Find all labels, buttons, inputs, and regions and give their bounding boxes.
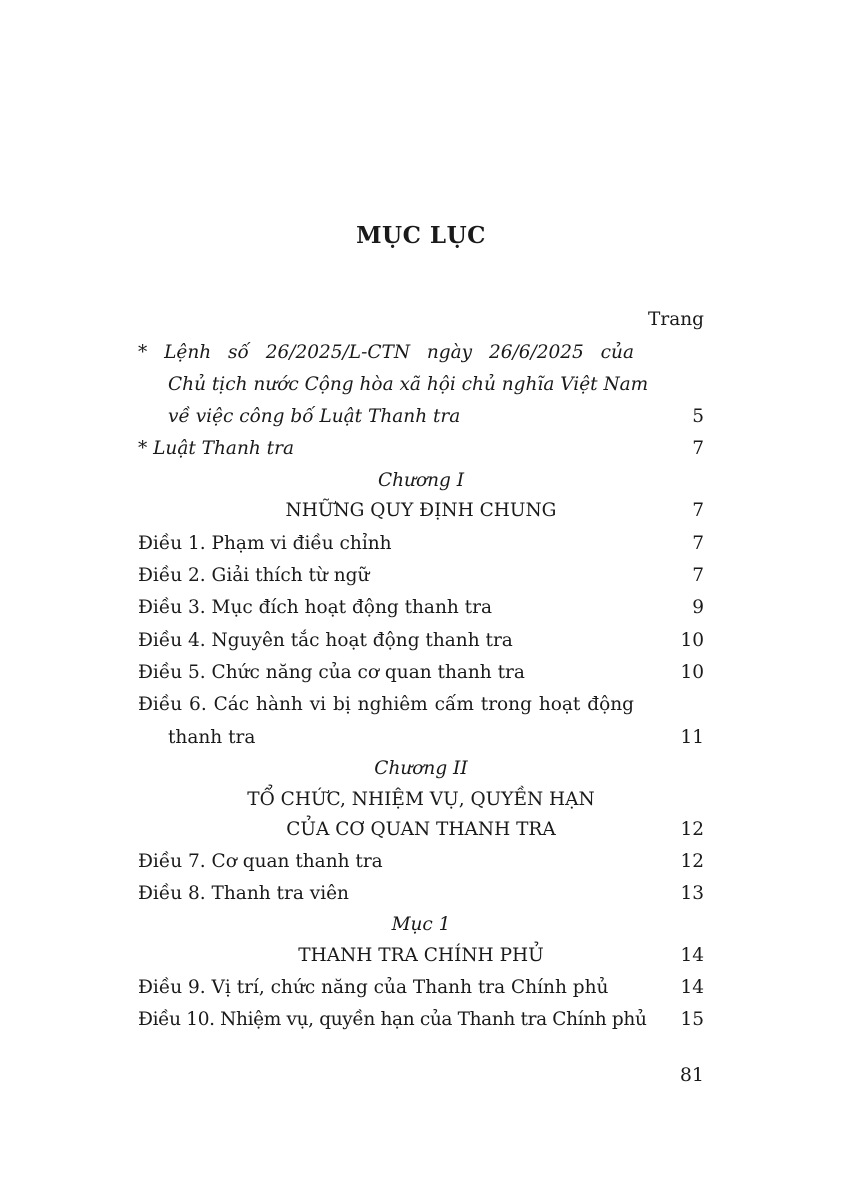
toc-entry-text: về việc công bố Luật Thanh tra [168,406,461,427]
toc-entry-lenh-line3 [138,401,704,433]
toc-entry-dieu-9 [138,972,704,1004]
toc-page-number: 11 [680,727,704,748]
toc-entry-text: Điều 7. Cơ quan thanh tra [138,851,383,872]
section-title: THANH TRA CHÍNH PHỦ [298,945,544,966]
section-1-title-row [138,940,704,972]
toc-page-number: 10 [680,662,704,683]
toc-entry-text: * Lệnh số 26/2025/L-CTN ngày 26/6/2025 của [138,342,634,363]
toc-page-number: 12 [680,851,704,872]
chapter-2-title-line1 [138,784,704,816]
page-column-header-row [138,304,704,336]
toc-entry-text: * Luật Thanh tra [138,438,294,459]
chapter-2-label [138,753,704,785]
toc-page-number: 13 [680,883,704,904]
toc-page-number: 14 [680,945,704,966]
toc-page-number: 15 [680,1009,704,1030]
toc-entry-text: Điều 5. Chức năng của cơ quan thanh tra [138,662,525,683]
chapter-title: CỦA CƠ QUAN THANH TRA [286,819,556,840]
chapter-1-title-row [138,495,704,527]
toc-page-number: 12 [680,819,704,840]
toc-entry-text: Điều 2. Giải thích từ ngữ [138,565,370,586]
toc-page-number: 14 [680,977,704,998]
section-label: Mục 1 [391,914,451,935]
chapter-2-title-line2 [138,814,704,846]
toc-entry-text: Điều 8. Thanh tra viên [138,883,349,904]
toc-entry-text: Điều 10. Nhiệm vụ, quyền hạn của Thanh tra Chính phủ [138,1009,647,1030]
toc-entry-dieu-1 [138,528,704,560]
section-1-label [138,909,704,941]
chapter-label: Chương II [374,758,468,779]
toc-entry-dieu-6-line2 [138,722,704,754]
toc-entry-dieu-2 [138,560,704,592]
toc-entry-text: thanh tra [168,727,256,748]
toc-entry-lenh-line2 [138,369,704,401]
toc-page-number: 10 [680,630,704,651]
page-number: 81 [679,1064,704,1086]
toc-entry-lenh-line1 [138,337,704,369]
toc-page-number: 5 [692,406,704,427]
page-title: MỤC LỤC [356,222,486,249]
toc-entry-text: Điều 4. Nguyên tắc hoạt động thanh tra [138,630,513,651]
toc-entry-text: Điều 3. Mục đích hoạt động thanh tra [138,597,492,618]
toc-entry-text: Điều 6. Các hành vi bị nghiêm cấm trong hoạt động [138,694,634,715]
toc-entry-dieu-6-line1 [138,689,704,721]
toc-entry-dieu-3 [138,592,704,624]
toc-entry-dieu-10 [138,1004,704,1036]
toc-entry-dieu-5 [138,657,704,689]
toc-page-number: 7 [692,500,704,521]
toc-entry-dieu-8 [138,878,704,910]
toc-entry-text: Chủ tịch nước Cộng hòa xã hội chủ nghĩa Việt Nam [168,374,649,395]
toc-page-number: 7 [692,533,704,554]
chapter-title: NHỮNG QUY ĐỊNH CHUNG [285,500,557,521]
page-column-header: Trang [648,309,704,330]
toc-entry-dieu-4 [138,625,704,657]
toc-entry-text: Điều 9. Vị trí, chức năng của Thanh tra Chính phủ [138,977,609,998]
toc-page-number: 7 [692,565,704,586]
chapter-label: Chương I [377,470,465,491]
chapter-1-label [138,465,704,497]
toc-entry-luat [138,433,704,465]
toc-page-number: 7 [692,438,704,459]
toc-page-number: 9 [692,597,704,618]
toc-entry-dieu-7 [138,846,704,878]
toc-entry-text: Điều 1. Phạm vi điều chỉnh [138,533,392,554]
chapter-title: TỔ CHỨC, NHIỆM VỤ, QUYỀN HẠN [247,789,595,810]
